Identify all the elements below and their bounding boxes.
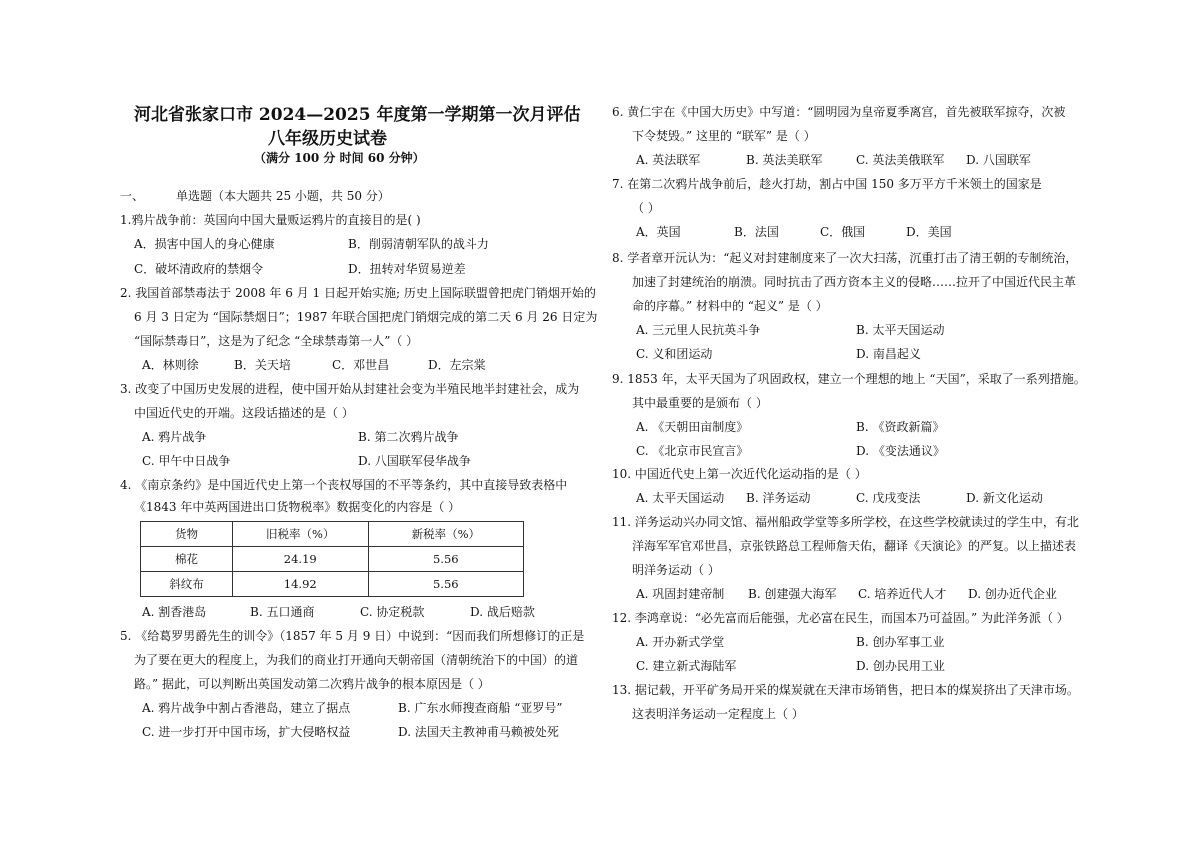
q12-option-b: B. 创办军事工业 bbox=[856, 635, 945, 649]
q8-option-b: B. 太平天国运动 bbox=[856, 323, 945, 337]
table-row bbox=[141, 572, 524, 597]
q1-stem: 1.鸦片战争前：英国向中国大量贩运鸦片的直接目的是( ) bbox=[120, 213, 421, 227]
q5-line-1: 5. 《给葛罗男爵先生的训令》（1857 年 5 月 9 日）中说到：“因而我们所想修订的正是 bbox=[120, 629, 585, 643]
q7-option-a: A．英国 bbox=[636, 225, 681, 239]
q12-line-1: 12. 李鸿章说：“必先富而后能强，尤必富在民生，而国本乃可益固。” 为此洋务派（ ） bbox=[612, 611, 1069, 625]
section-heading: 单选题（本大题共 25 小题，共 50 分） bbox=[176, 189, 390, 203]
q3-option-b: B. 第二次鸦片战争 bbox=[358, 430, 459, 444]
q11-option-a: A. 巩固封建帝制 bbox=[636, 587, 725, 601]
q7-option-b: B．法国 bbox=[734, 225, 779, 239]
q5-option-c: C. 进一步打开中国市场，扩大侵略权益 bbox=[142, 725, 351, 739]
q2-line-2: 6 月 3 日定为 “国际禁烟日”；1987 年联合国把虎门销烟完成的第二天 6 月 26 日定为 bbox=[134, 310, 598, 324]
q11-line-2: 洋海军军官邓世昌，京张铁路总工程师詹天佑，翻译《天演论》的严复。以上描述表 bbox=[632, 539, 1077, 553]
table-row bbox=[141, 547, 524, 572]
q6-option-c: C. 英法美俄联军 bbox=[856, 153, 945, 167]
table-cell: 14.92 bbox=[232, 572, 368, 597]
q4-option-d: D. 战后赔款 bbox=[470, 605, 535, 619]
table-cell: 斜纹布 bbox=[141, 572, 233, 597]
q4-line-1: 4. 《南京条约》是中国近代史上第一个丧权辱国的不平等条约，其中直接导致表格中 bbox=[120, 478, 568, 492]
q2-option-b: B．关天培 bbox=[234, 358, 291, 372]
q11-line-1: 11. 洋务运动兴办同文馆、福州船政学堂等多所学校，在这些学校就读过的学生中，有北 bbox=[612, 515, 1079, 529]
q4-option-b: B. 五口通商 bbox=[250, 605, 315, 619]
q5-line-2: 为了要在更大的程度上，为我们的商业打开通向天朝帝国（清朝统治下的中国）的道 bbox=[134, 653, 579, 667]
q4-option-c: C. 协定税款 bbox=[360, 605, 425, 619]
q1-option-d: D．扭转对华贸易逆差 bbox=[348, 262, 466, 276]
q3-line-2: 中国近代史的开端。这段话描述的是（ ） bbox=[134, 406, 354, 420]
q6-option-d: D. 八国联军 bbox=[966, 153, 1031, 167]
q13-line-1: 13. 据记载，开平矿务局开采的煤炭就在天津市场销售，把日本的煤炭挤出了天津市场。 bbox=[612, 683, 1079, 697]
q8-option-a: A. 三元里人民抗英斗争 bbox=[636, 323, 761, 337]
q10-option-d: D. 新文化运动 bbox=[966, 491, 1043, 505]
q6-option-b: B. 英法美联军 bbox=[746, 153, 823, 167]
q2-option-d: D．左宗棠 bbox=[428, 358, 486, 372]
q11-option-d: D. 创办近代企业 bbox=[968, 587, 1057, 601]
q11-option-c: C. 培养近代人才 bbox=[858, 587, 947, 601]
q4-line-2: 《1843 年中英两国进出口货物税率》数据变化的内容是（ ） bbox=[134, 500, 461, 514]
table-header-cell: 货物 bbox=[141, 522, 233, 547]
q2-line-1: 2. 我国首部禁毒法于 2008 年 6 月 1 日起开始实施; 历史上国际联盟曾把虎门销烟开始的 bbox=[120, 286, 596, 300]
q2-option-c: C．邓世昌 bbox=[332, 358, 390, 372]
q3-option-c: C. 甲午中日战争 bbox=[142, 454, 231, 468]
q7-line-1: 7. 在第二次鸦片战争前后，趁火打劫，割占中国 150 多万平方千米领土的国家是 bbox=[612, 177, 1042, 191]
q3-line-1: 3. 改变了中国历史发展的进程，使中国开始从封建社会变为半殖民地半封建社会，成为 bbox=[120, 382, 580, 396]
exam-title: 河北省张家口市 2024—2025 年度第一学期第一次月评估 bbox=[134, 105, 581, 125]
q8-line-1: 8. 学者章开沅认为：“起义对封建制度来了一次大扫荡，沉重打击了清王朝的专制统治， bbox=[612, 251, 1078, 265]
q10-option-c: C. 戊戌变法 bbox=[856, 491, 921, 505]
exam-info: （满分 100 分 时间 60 分钟） bbox=[254, 151, 425, 165]
table-cell: 5.56 bbox=[368, 572, 523, 597]
q9-option-b: B. 《资政新篇》 bbox=[856, 420, 945, 434]
q3-option-d: D. 八国联军侵华战争 bbox=[358, 454, 471, 468]
q3-option-a: A. 鸦片战争 bbox=[142, 430, 207, 444]
q11-line-3: 明洋务运动（ ） bbox=[632, 563, 720, 577]
q8-line-3: 命的序幕。” 材料中的 “起义” 是（ ） bbox=[632, 299, 828, 313]
q12-option-d: D. 创办民用工业 bbox=[856, 659, 945, 673]
table-header-cell: 旧税率（%） bbox=[232, 522, 368, 547]
q10-option-b: B. 洋务运动 bbox=[746, 491, 811, 505]
q5-option-d: D. 法国天主教神甫马赖被处死 bbox=[398, 725, 559, 739]
table-cell: 棉花 bbox=[141, 547, 233, 572]
q10-stem: 10. 中国近代史上第一次近代化运动指的是（ ） bbox=[612, 467, 867, 481]
q6-line-1: 6. 黄仁宇在《中国大历史》中写道：“圆明园为皇帝夏季离宫，首先被联军掠夺，次被 bbox=[612, 105, 1066, 119]
q7-line-2: （ ） bbox=[632, 201, 660, 215]
section-number: 一、 bbox=[120, 189, 145, 203]
table-cell: 5.56 bbox=[368, 547, 523, 572]
q9-option-d: D. 《变法通议》 bbox=[856, 444, 945, 458]
q6-line-2: 下令焚毁。” 这里的 “联军” 是（ ） bbox=[632, 129, 816, 143]
q1-option-a: A．损害中国人的身心健康 bbox=[134, 237, 275, 251]
q6-option-a: A. 英法联军 bbox=[636, 153, 701, 167]
q8-option-d: D. 南昌起义 bbox=[856, 347, 921, 361]
q9-option-a: A. 《天朝田亩制度》 bbox=[636, 420, 749, 434]
tax-rate-table bbox=[140, 521, 524, 597]
q2-line-3: “国际禁毒日”，这是为了纪念 “全球禁毒第一人”（ ） bbox=[134, 334, 419, 348]
q4-option-a: A. 割香港岛 bbox=[142, 605, 207, 619]
q5-option-b: B. 广东水师搜查商船 “亚罗号” bbox=[398, 701, 563, 715]
q5-option-a: A. 鸦片战争中割占香港岛，建立了据点 bbox=[142, 701, 351, 715]
q1-option-b: B．削弱清朝军队的战斗力 bbox=[348, 237, 489, 251]
q7-option-c: C．俄国 bbox=[820, 225, 866, 239]
q7-option-d: D．美国 bbox=[906, 225, 952, 239]
q8-option-c: C. 义和团运动 bbox=[636, 347, 713, 361]
table-header-row bbox=[141, 522, 524, 547]
q5-line-3: 路。” 据此，可以判断出英国发动第二次鸦片战争的根本原因是（ ） bbox=[134, 677, 490, 691]
exam-subtitle: 八年级历史试卷 bbox=[268, 129, 387, 149]
q12-option-a: A. 开办新式学堂 bbox=[636, 635, 725, 649]
q2-option-a: A．林则徐 bbox=[142, 358, 199, 372]
q9-line-2: 其中最重要的是颁布（ ） bbox=[632, 396, 768, 410]
q10-option-a: A. 太平天国运动 bbox=[636, 491, 725, 505]
q11-option-b: B. 创建强大海军 bbox=[748, 587, 837, 601]
q12-option-c: C. 建立新式海陆军 bbox=[636, 659, 737, 673]
q8-line-2: 加速了封建统治的崩溃。同时抗击了西方资本主义的侵略……拉开了中国近代民主革 bbox=[632, 275, 1077, 289]
q1-option-c: C．破坏清政府的禁烟令 bbox=[134, 262, 264, 276]
q13-line-2: 这表明洋务运动一定程度上（ ） bbox=[632, 707, 804, 721]
table-header-cell: 新税率（%） bbox=[368, 522, 523, 547]
q9-line-1: 9. 1853 年，太平天国为了巩固政权，建立一个理想的地上 “天国”，采取了一系列措施。 bbox=[612, 372, 1086, 386]
table-cell: 24.19 bbox=[232, 547, 368, 572]
q9-option-c: C. 《北京市民宣言》 bbox=[636, 444, 749, 458]
